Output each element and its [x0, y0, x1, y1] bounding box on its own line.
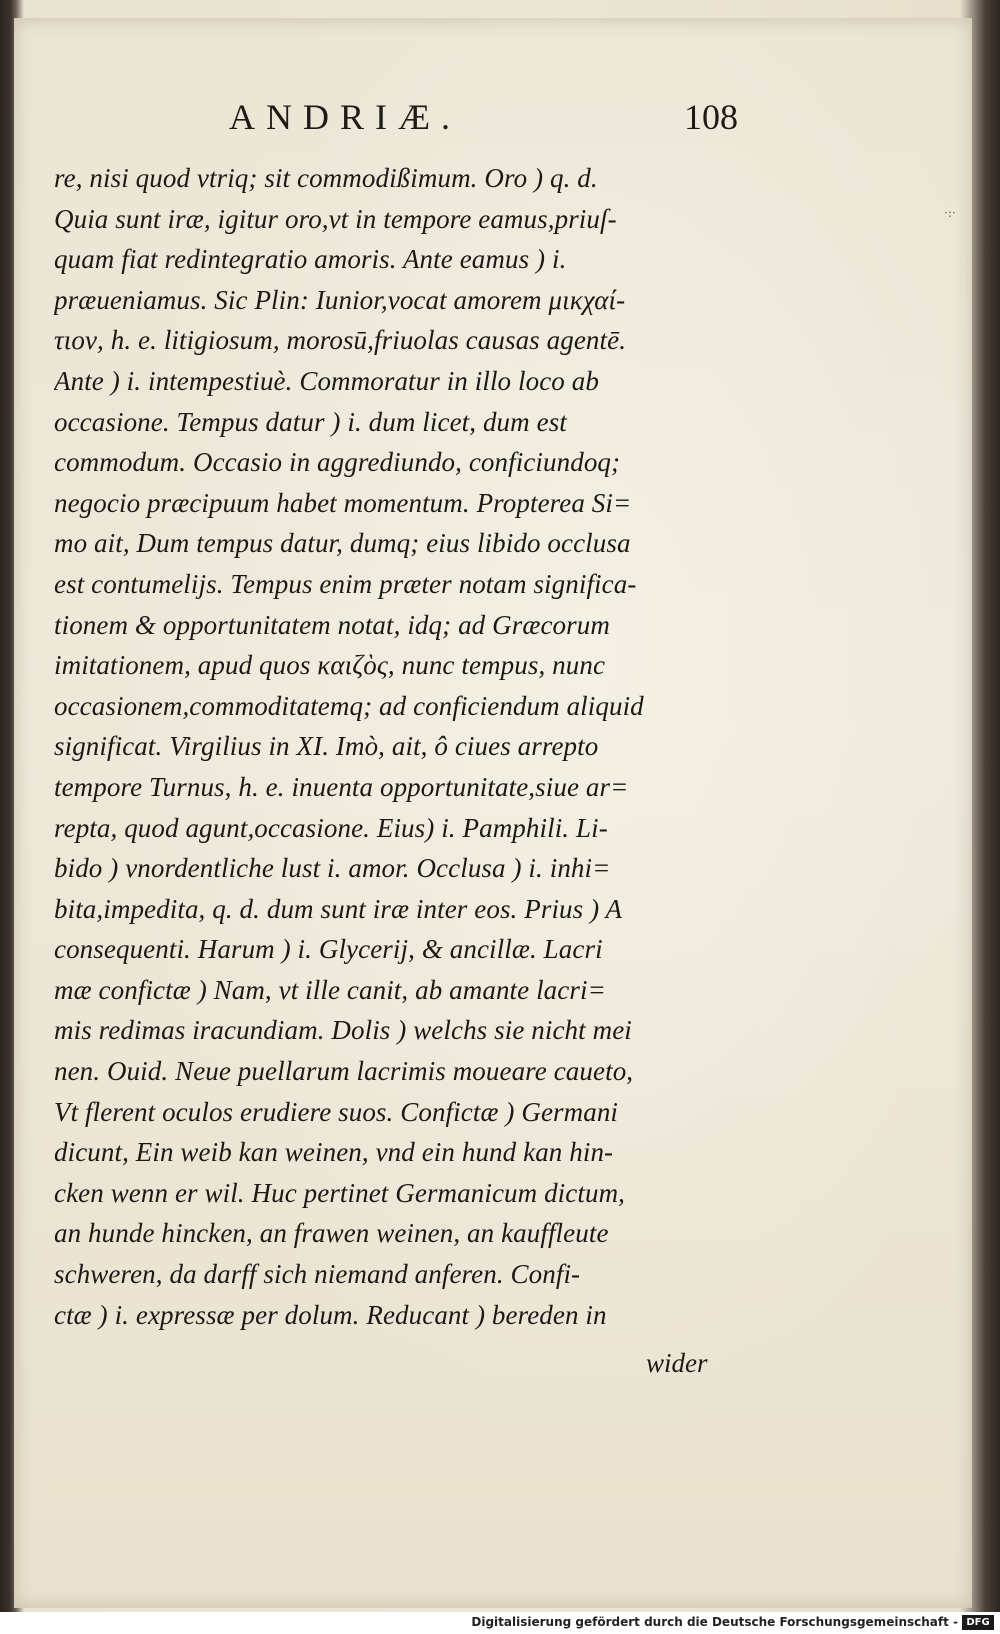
- page-number: 108: [684, 97, 738, 137]
- text-line: tempore Turnus, h. e. inuenta opportunitate,siue ar=: [54, 771, 629, 802]
- text-line: Ante ) i. intempestiuè. Commoratur in illo loco ab: [54, 365, 599, 396]
- dfg-logo: DFG: [962, 1615, 994, 1630]
- text-line: ctæ ) i. expressæ per dolum. Reducant ) bereden in: [54, 1299, 607, 1330]
- text-line: quam fiat redintegratio amoris. Ante eamus ) i.: [54, 244, 567, 275]
- text-line: mæ confictæ ) Nam, vt ille canit, ab amante lacri=: [54, 974, 606, 1005]
- text-line: bido ) vnordentliche lust i. amor. Occlusa ) i. inhi=: [54, 853, 611, 884]
- text-line: præueniamus. Sic Plin: Iunior,vocat amorem μικχαί-: [54, 284, 626, 315]
- footer-bar: [0, 1612, 1000, 1634]
- digitization-credit: Digitalisierung gefördert durch die Deutsche Forschungsgemeinschaft -: [471, 1615, 958, 1629]
- text-line: cken wenn er wil. Huc pertinet Germanicum dictum,: [54, 1177, 626, 1208]
- text-line: an hunde hincken, an frawen weinen, an kauffleute: [54, 1218, 609, 1249]
- text-line: tionem & opportunitatem notat, idq; ad Græcorum: [54, 609, 610, 640]
- book-page: [14, 18, 972, 1608]
- text-line: Vt flerent oculos erudiere suos. Confictæ ) Germani: [54, 1096, 619, 1127]
- text-line: occasione. Tempus datur ) i. dum licet, dum est: [54, 406, 567, 437]
- text-line: repta, quod agunt,occasione. Eius) i. Pamphili. Li-: [54, 812, 608, 843]
- running-head: [14, 88, 972, 148]
- margin-mark: ·:·: [944, 206, 956, 220]
- catchword: wider: [646, 1348, 708, 1378]
- text-line: Quia sunt iræ, igitur oro,vt in tempore eamus,priuſ-: [54, 203, 617, 234]
- text-line: negocio præcipuum habet momentum. Propterea Si=: [54, 487, 632, 518]
- text-line: imitationem, apud quos καιζὸς, nunc tempus, nunc: [54, 650, 606, 681]
- body-text: [54, 158, 754, 1335]
- text-line: commodum. Occasio in aggrediundo, conficiundoq;: [54, 447, 621, 478]
- text-line: occasionem,commoditatemq; ad conficiendum aliquid: [54, 690, 644, 721]
- text-line: dicunt, Ein weib kan weinen, vnd ein hund kan hin-: [54, 1137, 614, 1168]
- text-line: consequenti. Harum ) i. Glycerij, & ancillæ. Lacri: [54, 934, 603, 965]
- text-line: mo ait, Dum tempus datur, dumq; eius libido occlusa: [54, 528, 631, 559]
- running-head-title: ANDRIÆ.: [229, 97, 462, 137]
- text-line: mis redimas iracundiam. Dolis ) welchs sie nicht mei: [54, 1015, 632, 1046]
- text-line: significat. Virgilius in XI. Imò, ait, ô ciues arrepto: [54, 731, 599, 762]
- text-line: re, nisi quod vtriq; sit commodißimum. Oro ) q. d.: [54, 163, 598, 193]
- text-line: est contumelijs. Tempus enim præter notam significa-: [54, 568, 637, 599]
- text-line: nen. Ouid. Neue puellarum lacrimis moueare caueto,: [54, 1056, 634, 1087]
- text-line: τιον, h. e. litigiosum, morosū,friuolas causas agentē.: [54, 325, 627, 356]
- text-line: bita,impedita, q. d. dum sunt iræ inter eos. Prius ) A: [54, 893, 623, 924]
- text-line: schweren, da darff sich niemand anferen. Confi-: [54, 1259, 581, 1290]
